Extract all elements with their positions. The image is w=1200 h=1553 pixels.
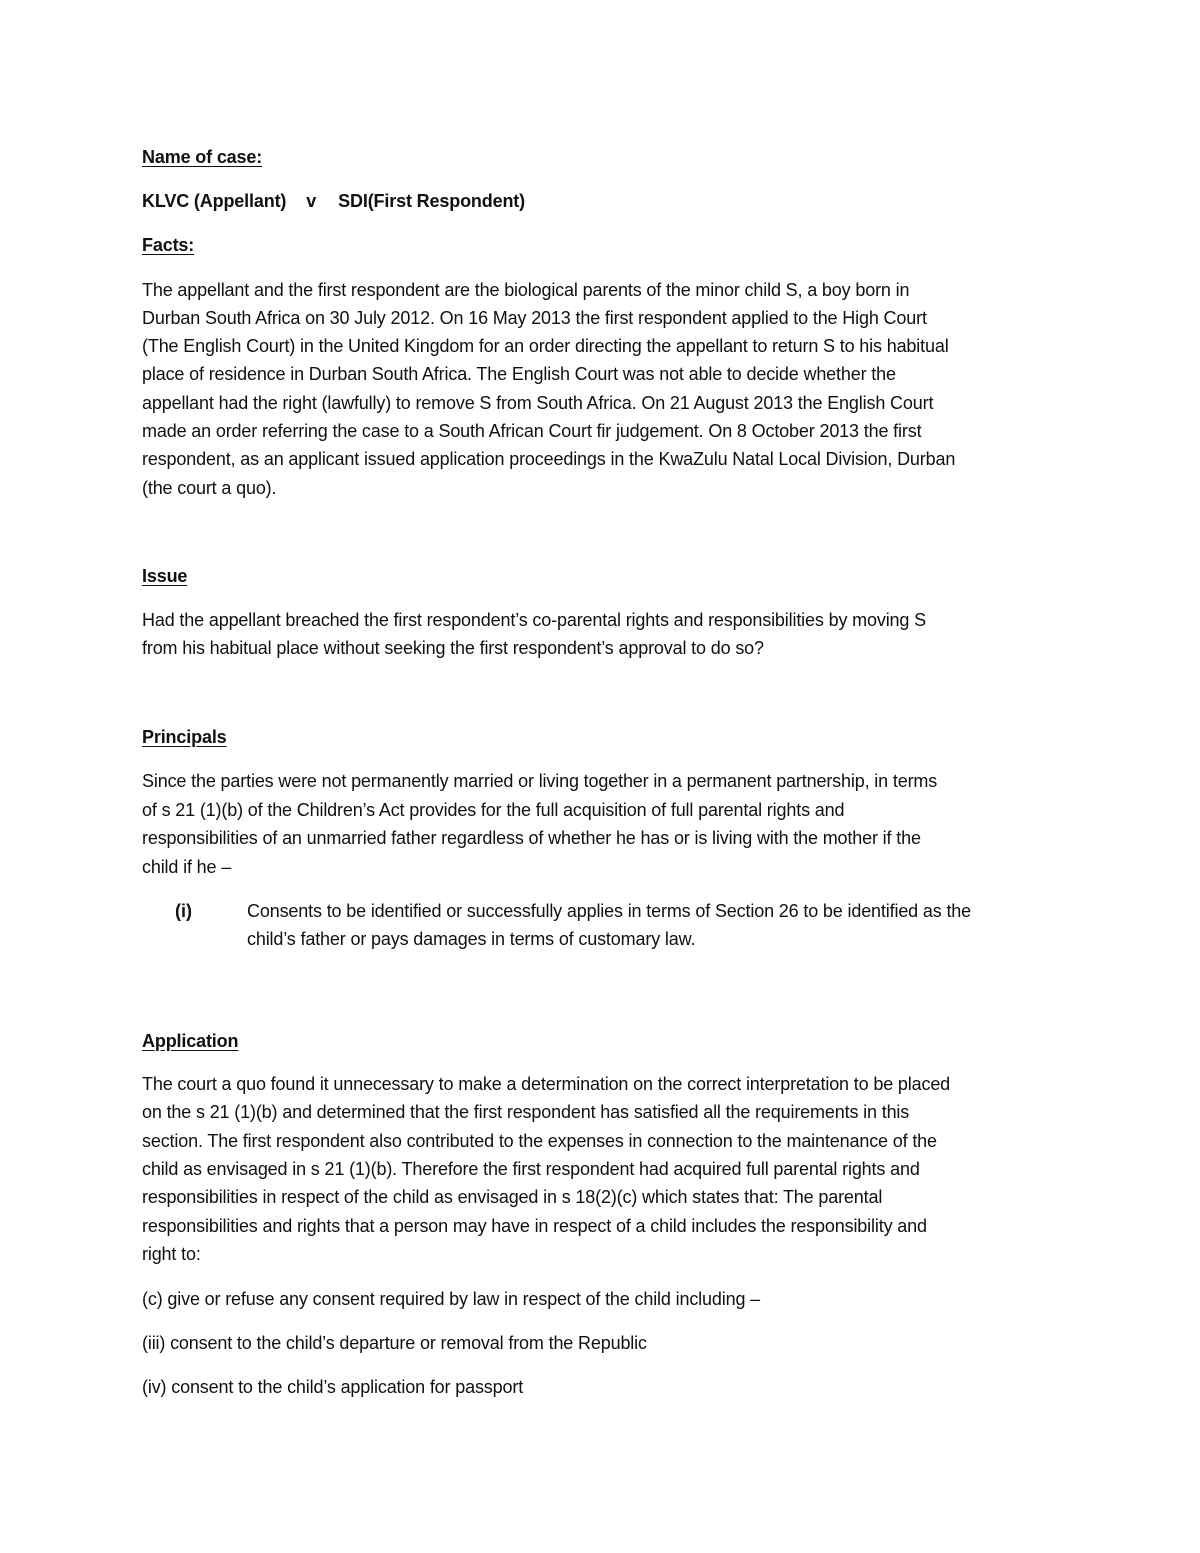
facts-line: (the court a quo). [142, 478, 277, 498]
facts-line: Durban South Africa on 30 July 2012. On 16 May 2013 the first respondent applied to the High Court [142, 308, 927, 328]
facts-heading: Facts: [142, 235, 195, 255]
application-line: on the s 21 (1)(b) and determined that the first respondent has satisfied all the requirements in this [142, 1102, 910, 1122]
application-line: section. The first respondent also contributed to the expenses in connection to the maintenance of the [142, 1131, 937, 1151]
application-line: responsibilities and rights that a person may have in respect of a child includes the responsibility and [142, 1216, 927, 1236]
application-line: right to: [142, 1244, 201, 1264]
application-heading: Application [142, 1031, 239, 1051]
principals-line: Since the parties were not permanently married or living together in a permanent partnership, in terms [142, 771, 938, 791]
appellant-name: KLVC (Appellant) [142, 191, 287, 211]
list-item-text: child’s father or pays damages in terms of customary law. [247, 929, 696, 949]
facts-line: The appellant and the first respondent are the biological parents of the minor child S, a boy born in [142, 280, 910, 300]
application-line: The court a quo found it unnecessary to make a determination on the correct interpretation to be placed [142, 1074, 951, 1094]
application-line: responsibilities in respect of the child as envisaged in s 18(2)(c) which states that: The parental [142, 1187, 883, 1207]
list-item-number: (i) [175, 901, 192, 921]
principals-line: responsibilities of an unmarried father regardless of whether he has or is living with the mother if the [142, 828, 921, 848]
clause-c: (c) give or refuse any consent required by law in respect of the child including – [142, 1289, 761, 1309]
respondent-name: SDI(First Respondent) [338, 191, 525, 211]
principals-heading: Principals [142, 727, 227, 747]
list-item-text: Consents to be identified or successfully applies in terms of Section 26 to be identified as the [247, 901, 972, 921]
case-name-heading: Name of case: [142, 147, 263, 167]
clause-iii: (iii) consent to the child’s departure or removal from the Republic [142, 1333, 647, 1353]
facts-line: appellant had the right (lawfully) to remove S from South Africa. On 21 August 2013 the English Court [142, 393, 934, 413]
facts-line: (The English Court) in the United Kingdom for an order directing the appellant to return S to his habitual [142, 336, 949, 356]
facts-line: made an order referring the case to a South African Court fir judgement. On 8 October 2013 the first [142, 421, 922, 441]
case-parties [142, 187, 525, 215]
principals-line: child if he – [142, 857, 232, 877]
clause-iv: (iv) consent to the child’s application for passport [142, 1377, 524, 1397]
facts-line: place of residence in Durban South Africa. The English Court was not able to decide whether the [142, 364, 896, 384]
application-line: child as envisaged in s 21 (1)(b). Therefore the first respondent had acquired full parental rights and [142, 1159, 920, 1179]
facts-line: respondent, as an applicant issued application proceedings in the KwaZulu Natal Local Division, Durban [142, 449, 956, 469]
issue-line: Had the appellant breached the first respondent’s co-parental rights and responsibilities by moving S [142, 610, 926, 630]
principals-line: of s 21 (1)(b) of the Children’s Act provides for the full acquisition of full parental rights and [142, 800, 845, 820]
issue-heading: Issue [142, 566, 188, 586]
versus-label: v [306, 191, 317, 211]
issue-line: from his habitual place without seeking the first respondent’s approval to do so? [142, 638, 764, 658]
